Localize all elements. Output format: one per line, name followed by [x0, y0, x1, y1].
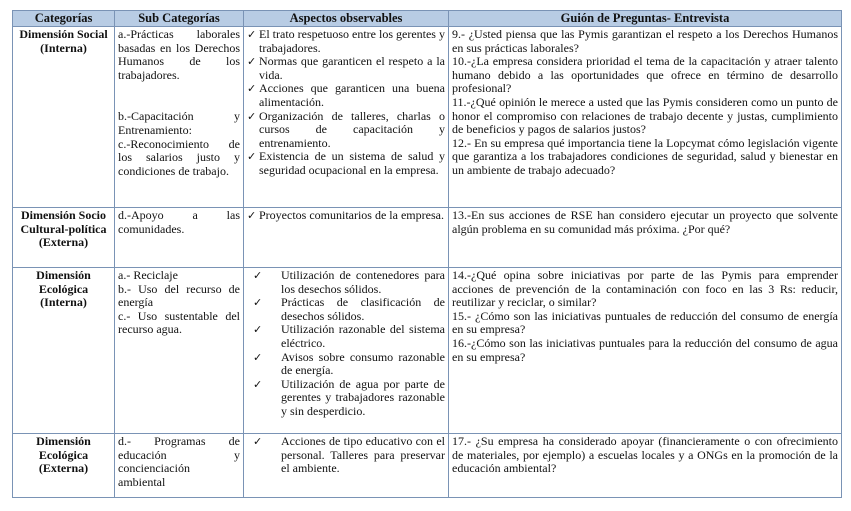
question-item: 17.- ¿Su empresa ha considerado apoyar (financieramente o con ofrecimiento de materiales, por ejemplo) a escuelas locales y a ONGs en la promoción de la educación ambiental? [452, 434, 838, 476]
checkmark-icon: ✓ [247, 209, 257, 222]
header-guion-preguntas: Guión de Preguntas- Entrevista [449, 11, 842, 27]
checkmark-icon: ✓ [247, 55, 257, 69]
aspect-item: ✓ Prácticas de clasificación de desechos sólidos. [253, 295, 445, 323]
question-item: 13.-En sus acciones de RSE han considero ejecutar un proyecto que solvente algún problema en su comunidad más próxima. ¿Por qué? [452, 208, 838, 236]
interview-guide-table [12, 10, 842, 498]
question-item: 16.-¿Cómo son las iniciativas puntuales para la reducción del consumo de agua en su empresa? [452, 335, 838, 364]
checkmark-icon: ✓ [253, 296, 263, 310]
aspect-item: ✓ Existencia de un sistema de salud y seguridad ocupacional en la empresa. [247, 149, 445, 177]
aspect-item: ✓ El trato respetuoso entre los gerentes y trabajadores. [247, 27, 445, 55]
aspect-item: ✓ Utilización de contenedores para los desechos sólidos. [253, 268, 445, 296]
question-item: 9.- ¿Usted piensa que las Pymis garantizan el respeto a los Derechos Humanos en sus prácticas laborales? [452, 27, 838, 55]
header-sub-categorias: Sub Categorías [115, 11, 244, 27]
checkmark-icon: ✓ [253, 269, 263, 282]
questions-cell [449, 208, 842, 268]
checkmark-icon: ✓ [253, 350, 263, 364]
subcategory-cell [115, 268, 244, 434]
category-cell: Dimensión Socio Cultural-política (Externa) [13, 208, 115, 268]
aspect-item: ✓ Utilización razonable del sistema eléctrico. [253, 322, 445, 350]
subcategory-cell [115, 27, 244, 208]
category-cell: Dimensión Social (Interna) [13, 27, 115, 208]
subcategory-item: c.-Reconocimiento de los salarios justo y condiciones de trabajo. [118, 136, 240, 178]
checkmark-icon: ✓ [253, 435, 263, 448]
aspects-list [247, 28, 445, 178]
checkmark-icon: ✓ [247, 82, 257, 96]
question-item: 11.-¿Qué opinión le merece a usted que las Pymis consideren como un punto de honor el compromiso con relaciones de trabajo decente y justas, cumplimiento de beneficios y pagos de salarios justos? [452, 94, 838, 137]
aspect-item: ✓ Proyectos comunitarios de la empresa. [247, 208, 444, 222]
document-page [12, 10, 841, 498]
aspects-list [247, 435, 445, 476]
aspect-item: ✓ Avisos sobre consumo razonable de energía. [253, 349, 445, 378]
aspect-item: ✓ Utilización de agua por parte de gerentes y trabajadores razonable y sin desperdicio. [253, 376, 445, 418]
aspect-item: ✓ Organización de talleres, charlas o cursos de capacitación y entrenamiento. [247, 108, 445, 150]
aspect-item: ✓ Acciones de tipo educativo con el personal. Talleres para preservar el ambiente. [253, 434, 445, 476]
table-header-row [13, 11, 842, 27]
question-item: 15.- ¿Cómo son las iniciativas puntuales de reducción del consumo de energía en su empresa? [452, 308, 838, 337]
subcategory-item: d.-Apoyo a las comunidades. [118, 208, 240, 236]
aspects-list [247, 209, 445, 223]
table-row [13, 27, 842, 208]
question-item: 12.- En su empresa qué importancia tiene la Lopcymat cómo legislación vigente que garantiza a los trabajadores condiciones de seguridad, salud y bienestar en un ambiente de trabajo adecuado? [452, 135, 838, 177]
aspects-cell [244, 434, 449, 498]
subcategory-item: a.- Reciclaje [118, 268, 178, 282]
aspects-cell [244, 208, 449, 268]
subcategory-item: a.-Prácticas laborales basadas en los Derechos Humanos de los trabajadores. [118, 27, 240, 82]
question-item: 14.-¿Qué opina sobre iniciativas por parte de las Pymis para emprender acciones de prevención de la contaminación con foco en las 3 Rs: reducir, reutilizar y reciclar, o similar? [452, 268, 838, 310]
checkmark-icon: ✓ [247, 150, 257, 164]
subcategory-cell [115, 434, 244, 498]
table-row [13, 208, 842, 268]
questions-cell [449, 268, 842, 434]
spacer [118, 82, 240, 110]
questions-cell [449, 27, 842, 208]
aspect-item: ✓ Acciones que garanticen una buena alimentación. [247, 81, 445, 109]
aspects-cell [244, 27, 449, 208]
subcategory-item: b.- Uso del recurso de energía [118, 281, 240, 310]
questions-cell [449, 434, 842, 498]
checkmark-icon: ✓ [247, 28, 257, 41]
checkmark-icon: ✓ [247, 109, 257, 123]
checkmark-icon: ✓ [253, 323, 263, 337]
subcategory-cell [115, 208, 244, 268]
subcategory-item: d.- Programas de educación y concienciación ambiental [118, 434, 240, 489]
category-cell: Dimensión Ecológica (Externa) [13, 434, 115, 498]
header-categorias: Categorías [13, 11, 115, 27]
header-aspectos-observables: Aspectos observables [244, 11, 449, 27]
category-cell: Dimensión Ecológica (Interna) [13, 268, 115, 434]
aspects-cell [244, 268, 449, 434]
aspect-item: ✓ Normas que garanticen el respeto a la vida. [247, 54, 445, 82]
subcategory-item: c.- Uso sustentable del recurso agua. [118, 308, 240, 337]
table-row [13, 268, 842, 434]
subcategory-item: b.-Capacitación y Entrenamiento: [118, 109, 240, 137]
aspects-list [247, 269, 445, 419]
table-row [13, 434, 842, 498]
checkmark-icon: ✓ [253, 377, 263, 391]
question-item: 10.-¿La empresa considera prioridad el tema de la capacitación y atraer talento humano debido a las oportunidades que ofrece en término de desarrollo profesional? [452, 54, 838, 96]
